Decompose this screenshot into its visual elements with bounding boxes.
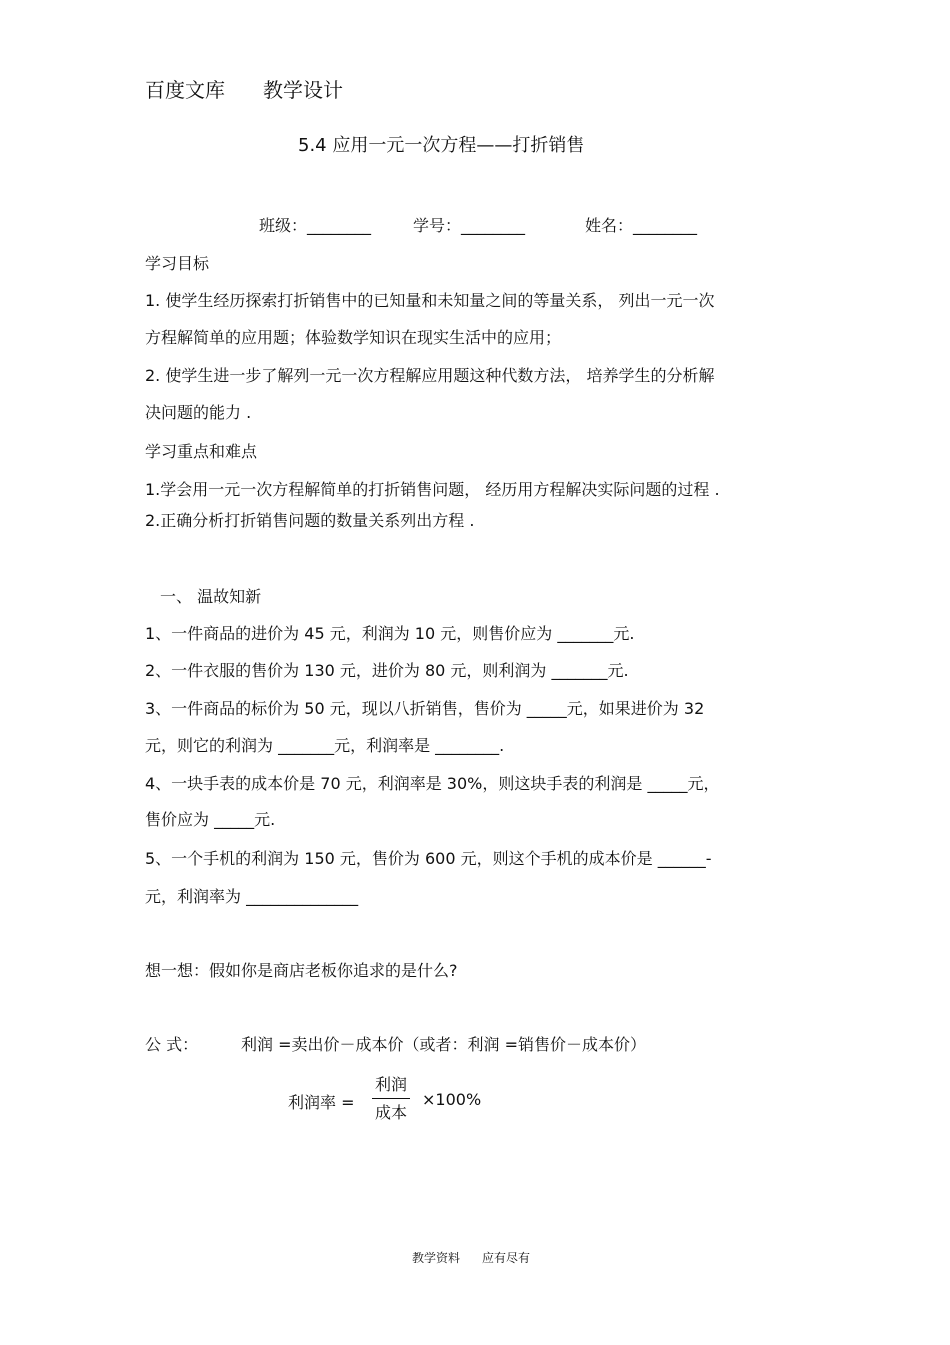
header-right: 教学设计	[263, 78, 343, 102]
footer-right: 应有尽有	[482, 1251, 531, 1265]
review-line: 1、一件商品的进价为 45 元，利润为 10 元，则售价应为 _______元.	[145, 624, 635, 643]
footer-left: 教学资料	[412, 1251, 461, 1265]
rate-fraction	[372, 1074, 410, 1124]
student-id-field: 学号：________	[413, 216, 526, 235]
keypoint-line: 2.正确分析打折销售问题的数量关系列出方程 .	[145, 511, 475, 530]
objective-line: 1. 使学生经历探索打折销售中的已知量和未知量之间的等量关系， 列出一元一次	[145, 291, 715, 310]
review-line: 4、一块手表的成本价是 70 元，利润率是 30%，则这块手表的利润是 _____元，	[145, 774, 720, 793]
profit-formula: 利润 =卖出价－成本价（或者：利润 =销售价－成本价）	[241, 1035, 646, 1054]
think-question: 想一想：假如你是商店老板你追求的是什么?	[145, 961, 458, 980]
keypoints-heading: 学习重点和难点	[145, 442, 258, 461]
objective-line: 决问题的能力 .	[145, 403, 252, 422]
formula-label: 公 式：	[145, 1035, 199, 1054]
objective-line: 2. 使学生进一步了解列一元一次方程解应用题这种代数方法， 培养学生的分析解	[145, 366, 715, 385]
objectives-heading: 学习目标	[145, 254, 210, 273]
review-line: 售价应为 _____元.	[145, 810, 276, 829]
rate-label: 利润率 =	[288, 1093, 355, 1112]
fraction-denominator: 成本	[374, 1103, 407, 1122]
review-line: 3、一件商品的标价为 50 元，现以八折销售，售价为 _____元，如果进价为 32	[145, 699, 705, 718]
review-line: 5、一个手机的利润为 150 元，售价为 600 元，则这个手机的成本价是 ______-	[145, 849, 712, 868]
review-line: 2、一件衣服的售价为 130 元，进价为 80 元，则利润为 _______元.	[145, 661, 629, 680]
name-field: 姓名：________	[585, 216, 698, 235]
page-title: 5.4 应用一元一次方程——打折销售	[298, 135, 585, 156]
review-line: 元，利润率为 ______________	[145, 887, 359, 906]
fraction-numerator: 利润	[374, 1075, 407, 1094]
header-left: 百度文库	[145, 78, 225, 102]
objective-line: 方程解简单的应用题；体验数学知识在现实生活中的应用；	[145, 328, 562, 347]
review-heading: 一、 温故知新	[160, 587, 262, 606]
keypoint-line: 1.学会用一元一次方程解简单的打折销售问题， 经历用方程解决实际问题的过程 .	[145, 480, 720, 499]
fraction-bar	[372, 1098, 410, 1099]
class-field: 班级：________	[259, 216, 372, 235]
rate-multiplier: ×100%	[422, 1090, 482, 1109]
review-line: 元，则它的利润为 _______元，利润率是 ________.	[145, 736, 505, 755]
